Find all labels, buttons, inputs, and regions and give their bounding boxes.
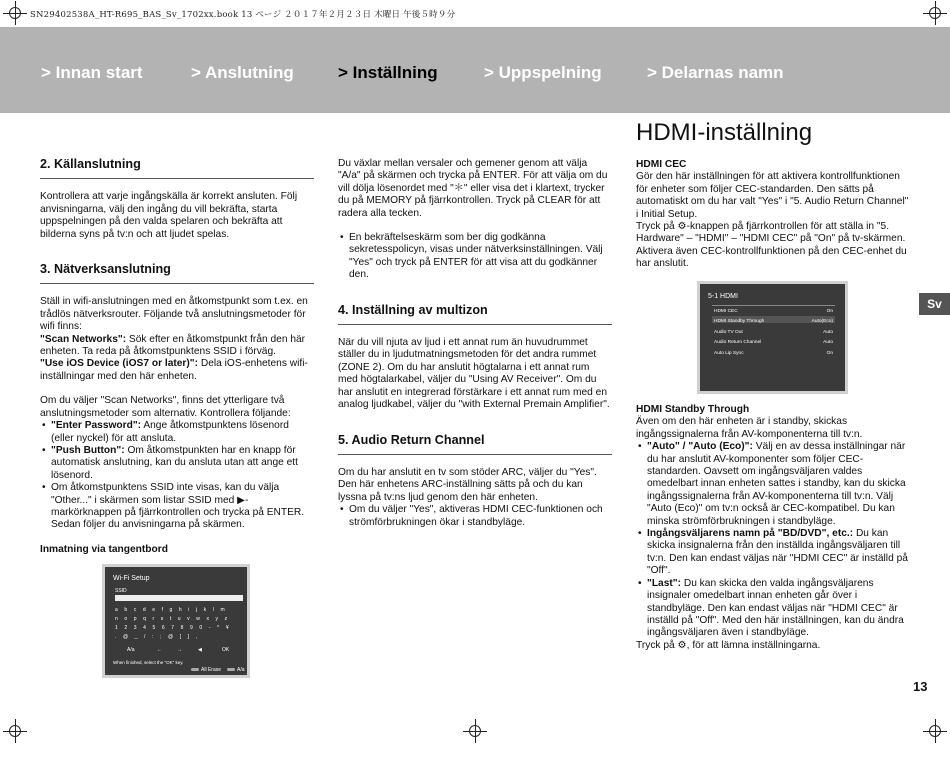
list-item: • Ingångsväljarens namn på "BD/DVD", etc.: Du kan skicka insignalerna från den inställda ingångsväljaren till tv:n. Den kan endast väljas när "HDMI CEC" är inställd på "Off". xyxy=(636,528,912,578)
ssid-field xyxy=(115,595,243,601)
paragraph-cec-2: Tryck på ⚙-knappen på fjärrkontrollen för att ställa in "5. Hardware" – "HDMI" – "HDMI CEC" på "On" på tv-skärmen. Aktivera även CEC-kontrollfunktionen på den CEC-enhet du har anslutit. xyxy=(636,221,907,270)
privacy-note-list xyxy=(338,232,612,282)
heading-kallanslutning: 2. Källanslutning xyxy=(40,158,314,179)
hdmi-settings-screen xyxy=(697,281,848,394)
remote-button-icon xyxy=(227,668,235,671)
list-item: • "Auto" / "Auto (Eco)": Välj en av dessa inställningar när du har anslutit AV-komponenter som följer CEC-standarden. Oavsett om ingångsväljaren valdes omedelbart innan enheten sattes i standby, kan du skicka ingångssignalerna från AV-komponenterna till tv:n. Välj "Auto (Eco)" om tv:n också är CEC-kompatibel. Du kan minska strömförbrukningen i standbyläge. xyxy=(636,441,912,528)
paragraph-natverk-intro: Ställ in wifi-anslutningen med en åtkomstpunkt som t.ex. en trådlös nätverksrouter. Följande två anslutningsmetoder för wifi finns: xyxy=(40,296,308,333)
nav-item-anslutning[interactable]: > Anslutning xyxy=(191,63,294,82)
scan-networks-entry: "Scan Networks": Sök efter en åtkomstpunkt från den här enheten. Ta reda på åtkomstpunktens SSID i förväg. xyxy=(40,333,306,358)
arc-note-list xyxy=(338,504,612,529)
page-number: 13 xyxy=(913,679,928,694)
column-2 xyxy=(338,158,612,529)
connection-method-list xyxy=(40,420,314,532)
subheading-tangentbord: Inmatning via tangentbord xyxy=(40,543,168,555)
list-item: • En bekräftelseskärm som ber dig godkänna sekretesspolicyn, visas under nätverksinställningen. Välj "Yes" och tryck på ENTER för att visa att du godkänner den. xyxy=(338,232,612,282)
keyboard-row: . @ _ / : ; @ [ ] , xyxy=(115,634,200,640)
all-erase-hint: All Erase xyxy=(191,667,221,673)
keyboard-row: 1 2 3 4 5 6 7 8 9 0 - ^ ¥ xyxy=(115,625,232,631)
registration-mark xyxy=(3,1,27,25)
screen-title: 5-1 HDMI xyxy=(708,293,738,300)
menu-item-label: HDMI CEC xyxy=(714,309,738,314)
arrow-right-key: → xyxy=(177,647,182,653)
list-item: • "Push Button": Om åtkomstpunkten har en knapp för automatisk anslutning, kan du ansluta utan att ange ett lösenord. xyxy=(40,445,314,482)
standby-options-list xyxy=(636,441,912,640)
keyboard-row: a b c d e f g h i j k l m xyxy=(115,607,228,613)
backspace-key: ◀ xyxy=(198,647,202,653)
setup-gear-icon: ⚙ xyxy=(677,639,687,651)
column-3 xyxy=(636,159,912,271)
list-item: • "Enter Password": Ange åtkomstpunktens lösenord (eller nyckel) för att ansluta. xyxy=(40,420,314,445)
menu-item-value: Auto xyxy=(823,340,833,345)
menu-item-value: Auto xyxy=(823,330,833,335)
ssid-label: SSID xyxy=(115,588,127,594)
ios-device-entry: "Use iOS Device (iOS7 or later)": Dela iOS-enhetens wifi-inställningar med den här enheten. xyxy=(40,358,308,382)
heading-natverksanslutning: 3. Nätverksanslutning xyxy=(40,263,314,284)
paragraph-multizon: När du vill njuta av ljud i ett annat rum än huvudrummet ställer du in ljudutmatningsmetoden för det andra rummet (ZONE 2). Om du har anslutit högtalarna i ett annat rum med högtalarkabel, väljer du "Using AV Receiver". Om du har anslutit en integrerad förstärkare i ett annat rum med en analog ljudkabel, väljer du "with External Premain Amplifier". xyxy=(338,337,610,411)
paragraph-arc: Om du har anslutit en tv som stöder ARC, väljer du "Yes". Den här enhetens ARC-inställning sätts på och du kan lyssna på tv:ns ljud genom den här enheten. xyxy=(338,466,597,503)
paragraph-password-entry: Du växlar mellan versaler och gemener genom att välja "A/a" på skärmen och trycka på ENTER. För att välja om du vill dölja lösenordet med "＊" eller visa det i klartext, trycker du på MEMORY på fjärrkontrollen. Tryck på CLEAR för att radera alla tecken. xyxy=(338,158,608,219)
keyboard-row: n o p q r s t u v w x y z xyxy=(115,616,230,622)
registration-mark xyxy=(463,719,487,743)
list-item: • Om åtkomstpunktens SSID inte visas, kan du välja "Other..." i skärmen som listar SSID med ▶-markörknappen på fjärrkontrollen och trycka på ENTER. Sedan följer du anvisningarna på skärmen. xyxy=(40,482,314,532)
nav-item-uppspelning[interactable]: > Uppspelning xyxy=(484,63,602,82)
wifi-setup-screen xyxy=(102,564,250,678)
menu-item-label: HDMI Standby Through xyxy=(714,319,765,324)
setup-gear-icon: ⚙ xyxy=(677,221,687,233)
heading-audio-return-channel: 5. Audio Return Channel xyxy=(338,434,612,455)
screen-title: Wi-Fi Setup xyxy=(113,575,150,582)
nav-item-installning[interactable]: > Inställning xyxy=(338,63,438,82)
menu-item-value: On xyxy=(826,309,833,314)
nav-item-delarnas-namn[interactable]: > Delarnas namn xyxy=(647,63,784,82)
ok-key: OK xyxy=(222,647,230,653)
language-tab: Sv xyxy=(919,293,950,315)
menu-item-value: On xyxy=(826,351,833,356)
paragraph-standby: Även om den här enheten är i standby, skickas ingångssignalerna från AV-komponenterna till tv:n. xyxy=(636,416,863,440)
paragraph-cec-1: Gör den här inställningen för att aktivera kontrollfunktionen för enheter som följer CEC-standarden. Den sätts på automatiskt om du har valt "Yes" i "5. Audio Return Channel" i Initial Setup. xyxy=(636,171,909,220)
paragraph-scan-intro: Om du väljer "Scan Networks", finns det ytterligare två anslutningsmetoder som alternativ. Kontrollera följande: xyxy=(40,395,291,419)
menu-item-label: Audio Return Channel xyxy=(714,340,762,345)
subheading-standby-through: HDMI Standby Through xyxy=(636,404,750,415)
paragraph-kallanslutning: Kontrollera att varje ingångskälla är korrekt ansluten. Följ anvisningarna, välj den ingång du vill bekräfta, starta uppspelningen på den valda spelaren och bekräfta att bilderna syns på tv:n och att ljudet spelas. xyxy=(40,191,298,240)
case-toggle-key: A/a xyxy=(127,647,135,653)
case-hint: A/a xyxy=(227,667,245,673)
menu-item-value: Auto(Eco) xyxy=(811,319,833,324)
page-title: HDMI-inställning xyxy=(636,119,813,146)
list-item: • "Last": Du kan skicka den valda ingångsväljarens insignaler omedelbart innan enheten går över i standbyläge. Den kan endast väljas när "HDMI CEC" är inställd på "Off". Med den här inställningen, kan du ändra ingångsväljaren även i standbyläge. xyxy=(636,578,912,640)
heading-multizon: 4. Inställning av multizon xyxy=(338,304,612,325)
screen-footer-text: When finished, select the "OK" key. xyxy=(113,660,184,665)
column-1 xyxy=(40,158,314,556)
remote-button-icon xyxy=(191,668,199,671)
subheading-hdmi-cec: HDMI CEC xyxy=(636,159,687,170)
registration-mark xyxy=(923,1,947,25)
divider xyxy=(712,305,835,306)
column-3-lower xyxy=(636,404,912,652)
registration-mark xyxy=(923,719,947,743)
menu-item-label: Auto Lip Sync xyxy=(714,351,744,356)
menu-item-label: Audio TV Out xyxy=(714,330,743,335)
nav-item-innan-start[interactable]: > Innan start xyxy=(41,63,143,82)
print-line: SN29402538A_HT-R695_BAS_Sv_1702xx.book 13 ページ ２０１７年２月２３日 木曜日 午後５時９分 xyxy=(30,10,456,20)
arrow-left-key: ← xyxy=(157,647,162,653)
list-item: • Om du väljer "Yes", aktiveras HDMI CEC-funktionen och strömförbrukningen ökar i standbyläge. xyxy=(338,504,612,529)
paragraph-exit: Tryck på ⚙, för att lämna inställningarna. xyxy=(636,639,821,651)
registration-mark xyxy=(3,719,27,743)
